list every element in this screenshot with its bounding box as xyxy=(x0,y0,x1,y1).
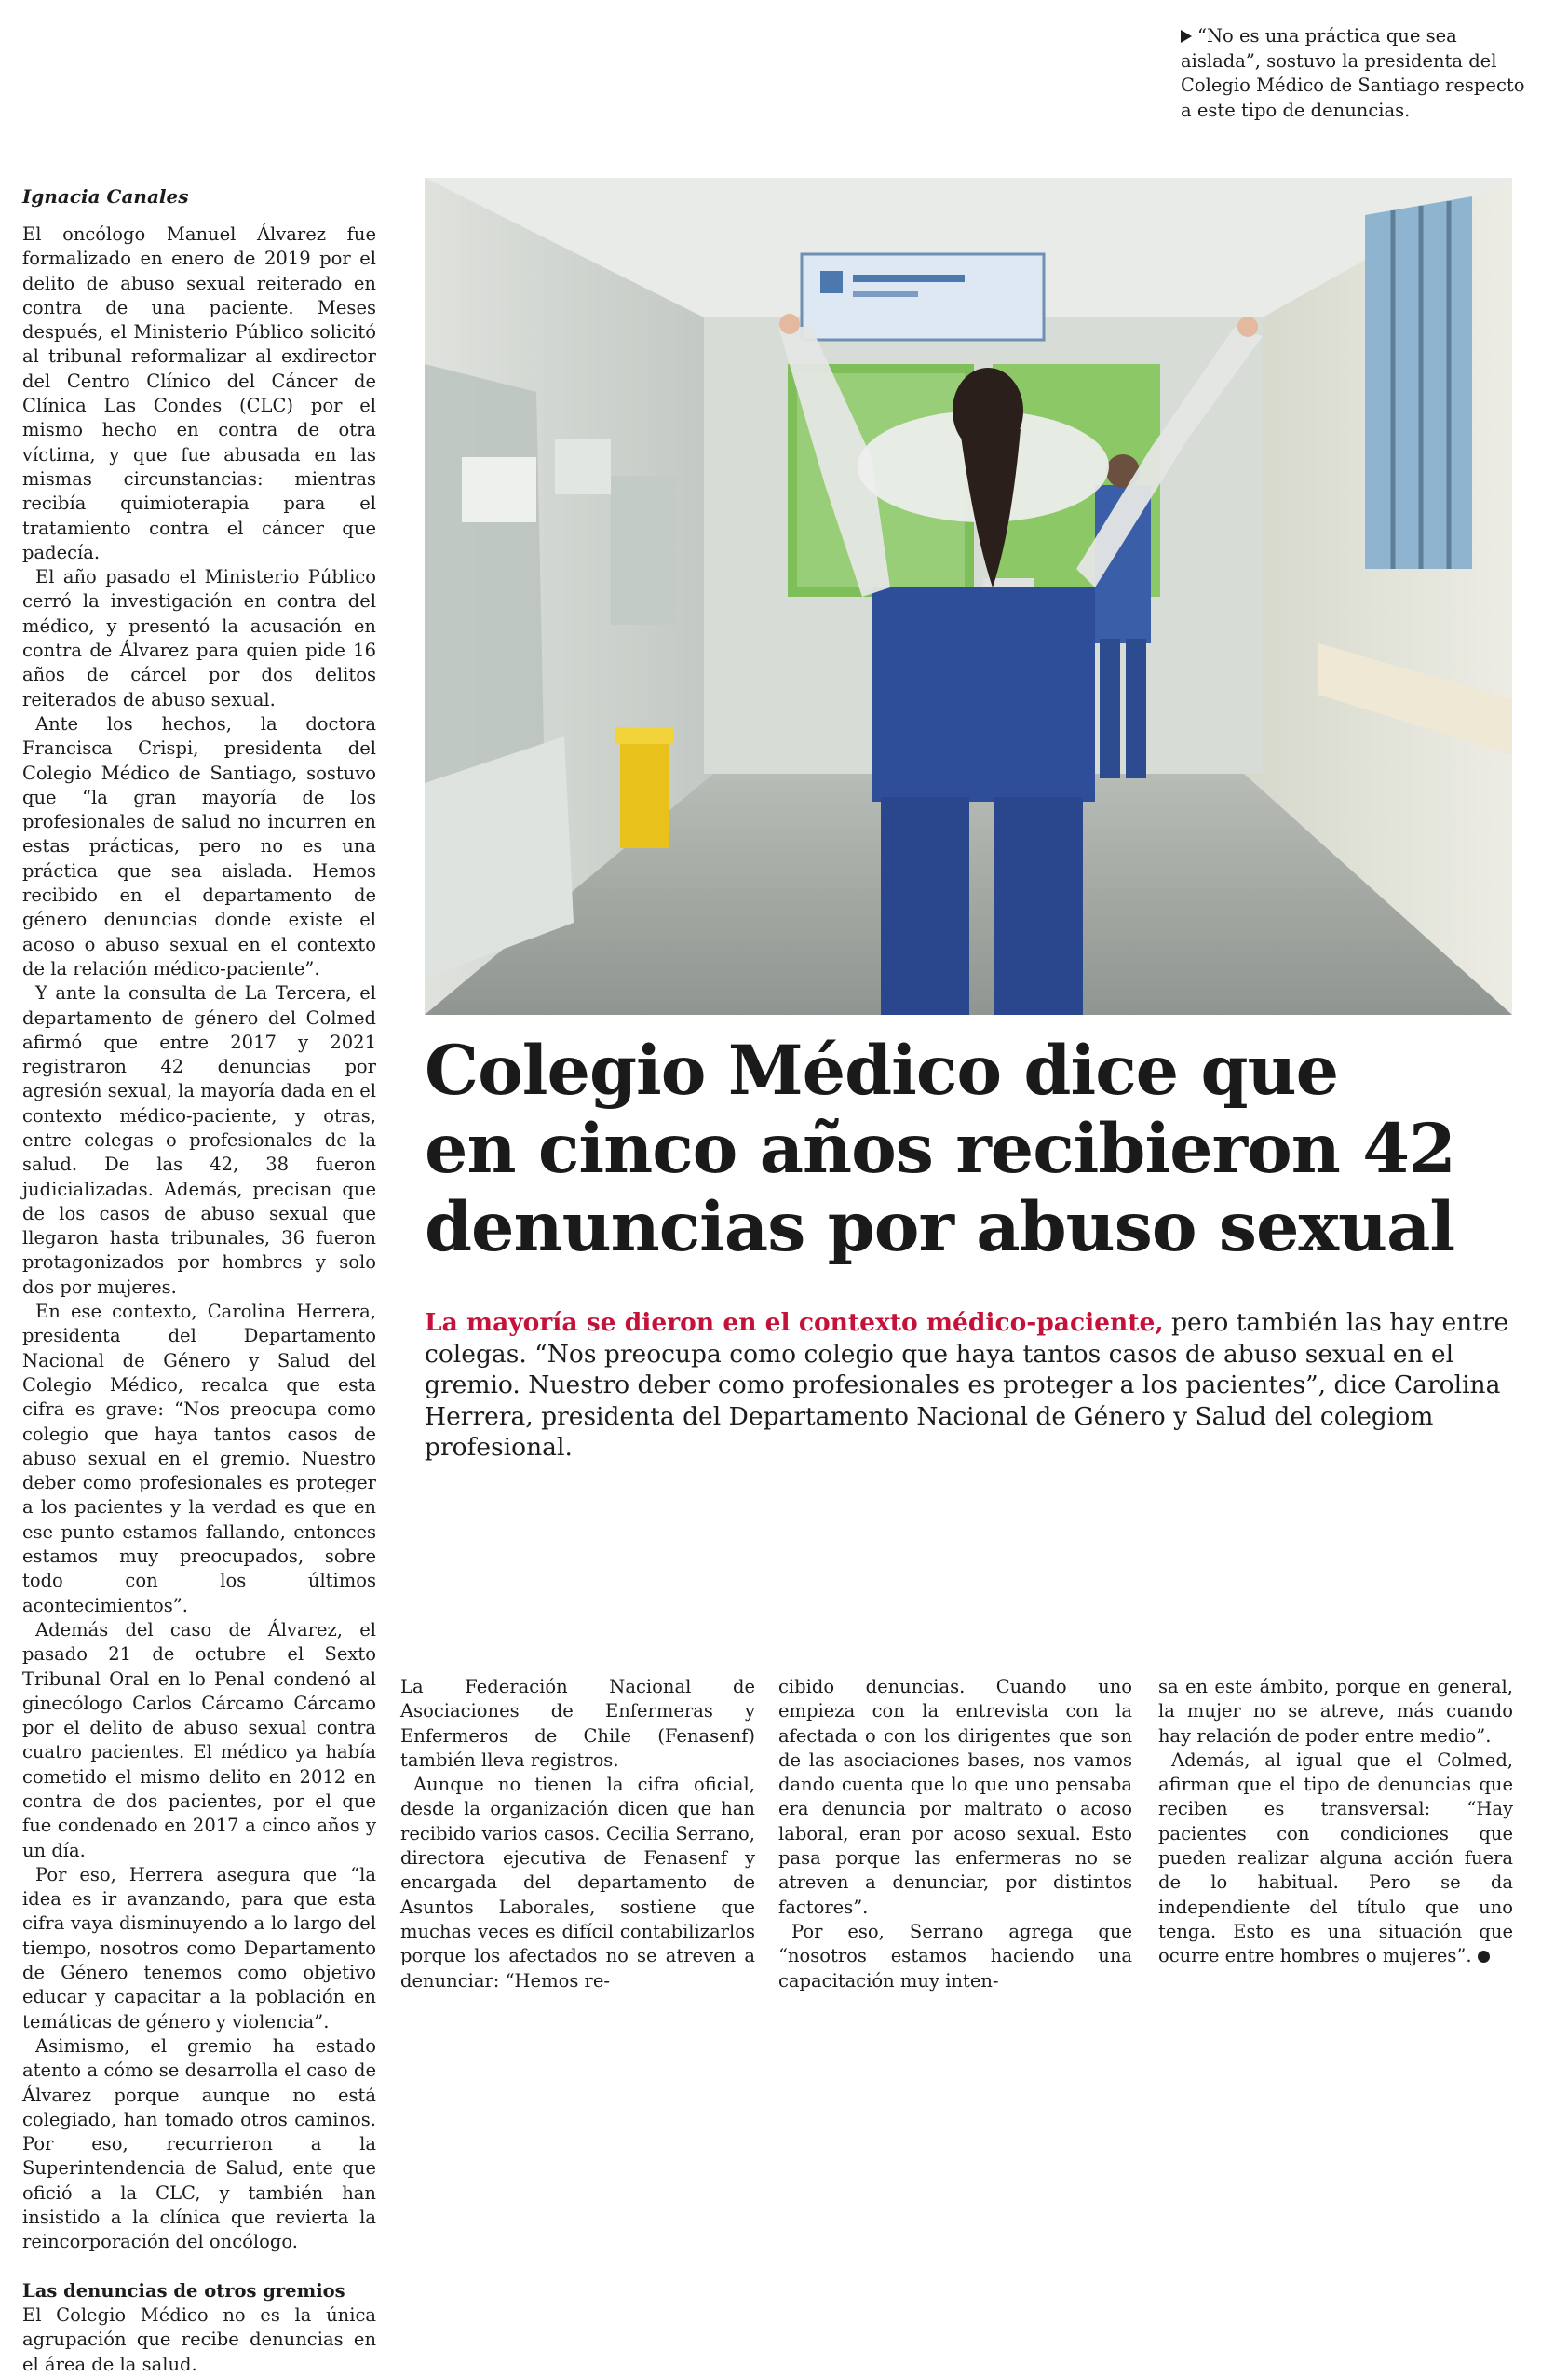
paragraph-text: Además, al igual que el Colmed, afirman que el tipo de denuncias que reciben es transversal: “Hay pacientes con condiciones que pueden realizar alguna acción fuera de lo habitual. Pero se da independiente del título que uno tenga. Esto es una situación que ocurre entre hombres o mujeres”. xyxy=(1158,1749,1513,1967)
paragraph: El oncólogo Manuel Álvarez fue formalizado en enero de 2019 por el delito de abuso sexual reiterado en contra de una paciente. Meses después, el Ministerio Público solicitó al tribunal reformalizar al exdirector del Centro Clínico del Cáncer de Clínica Las Condes (CLC) por el mismo hecho en contra de otra víctima, y que fue abusada en las mismas circunstancias: mientras recibía quimioterapia para el tratamiento contra el cáncer que padecía. xyxy=(22,223,376,563)
byline: Ignacia Canales xyxy=(22,185,189,208)
paragraph: Por eso, Serrano agrega que “nosotros estamos haciendo una capacitación muy inten- xyxy=(778,1920,1132,1992)
paragraph: cibido denuncias. Cuando uno empieza con la entrevista con la afectada o con los dirigentes que son de las asociaciones bases, nos vamos dando cuenta que lo que uno pensaba era denuncia por maltrato o acoso laboral, eran por acoso sexual. Esto pasa porque las enfermeras no se atreven a denunciar, por distintos factores”. xyxy=(778,1676,1132,1918)
paragraph: Ante los hechos, la doctora Francisca Crispi, presidenta del Colegio Médico de Santiago, sostuvo que “la gran mayoría de los profesionales de salud no incurren en estas prácticas, pero no es una práctica que sea aislada. Hemos recibido en el departamento de género denuncias donde existe el acoso o abuso sexual en el contexto de la relación médico-paciente”. xyxy=(22,712,376,979)
paragraph: Por eso, Herrera asegura que “la idea es ir avanzando, para que esta cifra vaya disminuyendo a lo largo del tiempo, nosotros como Departamento de Género tenemos como objetivo educar y capacitar a la población en temáticas de género y violencia”. xyxy=(22,1863,376,2033)
pull-quote-text: “No es una práctica que sea aislada”, sostuvo la presidenta del Colegio Médico de Santiago respecto a este tipo de denuncias. xyxy=(1181,25,1525,121)
article-deck xyxy=(425,1307,1516,1464)
paragraph: El Colegio Médico no es la única agrupación que recibe denuncias en el área de la salud. xyxy=(22,2303,376,2375)
article-column-1 xyxy=(22,223,376,2377)
paragraph xyxy=(1158,1749,1513,1969)
headline xyxy=(425,1032,1523,1266)
photo-illustration xyxy=(425,178,1512,1015)
pull-quote xyxy=(1181,24,1525,123)
paragraph: Además del caso de Álvarez, el pasado 21 de octubre el Sexto Tribunal Oral en lo Penal condenó al ginecólogo Carlos Cárcamo Cárcamo por el delito de abuso sexual contra cuatro pacientes. El médico ya había cometido el mismo delito en 2012 en contra de dos pacientes, por el que fue condenado en 2017 a cinco años y un día. xyxy=(22,1618,376,1861)
hospital-corridor-photo xyxy=(425,178,1512,1015)
paragraph: El año pasado el Ministerio Público cerró la investigación en contra del médico, y presentó la acusación en contra de Álvarez para quien pide 16 años de cárcel por dos delitos reiterados de abuso sexual. xyxy=(22,566,376,710)
section-subhead: Las denuncias de otros gremios xyxy=(22,2279,345,2302)
headline-line-2: en cinco años recibieron 42 xyxy=(425,1109,1455,1189)
article-column-4 xyxy=(1158,1675,1513,1969)
end-of-article-icon xyxy=(1478,1951,1490,1963)
headline-line-1: Colegio Médico dice que xyxy=(425,1031,1339,1111)
paragraph: Asimismo, el gremio ha estado atento a cómo se desarrolla el caso de Álvarez porque aunque no está colegiado, han tomado otros caminos. Por eso, recurrieron a la Superintendencia de Salud, ente que ofició a la CLC, y también han insistido a la clínica que revierta la reincorporación del oncólogo. xyxy=(22,2034,376,2253)
article-column-3 xyxy=(778,1675,1132,1993)
byline-block xyxy=(22,182,376,209)
deck-lead: La mayoría se dieron en el contexto médico-paciente, xyxy=(425,1308,1164,1337)
paragraph: La Federación Nacional de Asociaciones de Enfermeras y Enfermeros de Chile (Fenasenf) también lleva registros. xyxy=(400,1676,755,1771)
paragraph: Aunque no tienen la cifra oficial, desde la organización dicen que han recibido varios casos. Cecilia Serrano, directora ejecutiva de Fenasenf y encargada del departamento de Asuntos Laborales, sostiene que muchas veces es difícil contabilizarlos porque los afectados no se atreven a denunciar: “Hemos re- xyxy=(400,1774,755,1992)
paragraph: En ese contexto, Carolina Herrera, presidenta del Departamento Nacional de Género y Salud del Colegio Médico, recalca que esta cifra es grave: “Nos preocupa como colegio que haya tantos casos de abuso sexual en el gremio. Nuestro deber como profesionales es proteger a los pacientes y la verdad es que en ese punto estamos fallando, entonces estamos muy preocupados, sobre todo con los últimos acontecimientos”. xyxy=(22,1301,376,1616)
paragraph: Y ante la consulta de La Tercera, el departamento de género del Colmed afirmó que entre 2017 y 2021 registraron 42 denuncias por agresión sexual, la mayoría dada en el contexto médico-paciente, y otras, entre colegas o profesionales de la salud. De las 42, 38 fueron judicializadas. Además, precisan que de los casos de abuso sexual que llegaron hasta tribunales, 36 fueron protagonizados por hombres y solo dos por mujeres. xyxy=(22,982,376,1298)
paragraph: sa en este ámbito, porque en general, la mujer no se atreve, más cuando hay relación de poder entre medio”. xyxy=(1158,1676,1513,1747)
deck-text: pero también las hay entre colegas. “Nos preocupa como colegio que haya tantos casos de abuso sexual en el gremio. Nuestro deber como profesionales es proteger a los pacientes”, dice Carolina Herrera, presidenta del Departamento Nacional de Género y Salud del colegiom profesional. xyxy=(425,1308,1509,1462)
headline-line-3: denuncias por abuso sexual xyxy=(425,1187,1455,1267)
triangle-bullet-icon xyxy=(1181,30,1192,43)
article-column-2 xyxy=(400,1675,755,1993)
